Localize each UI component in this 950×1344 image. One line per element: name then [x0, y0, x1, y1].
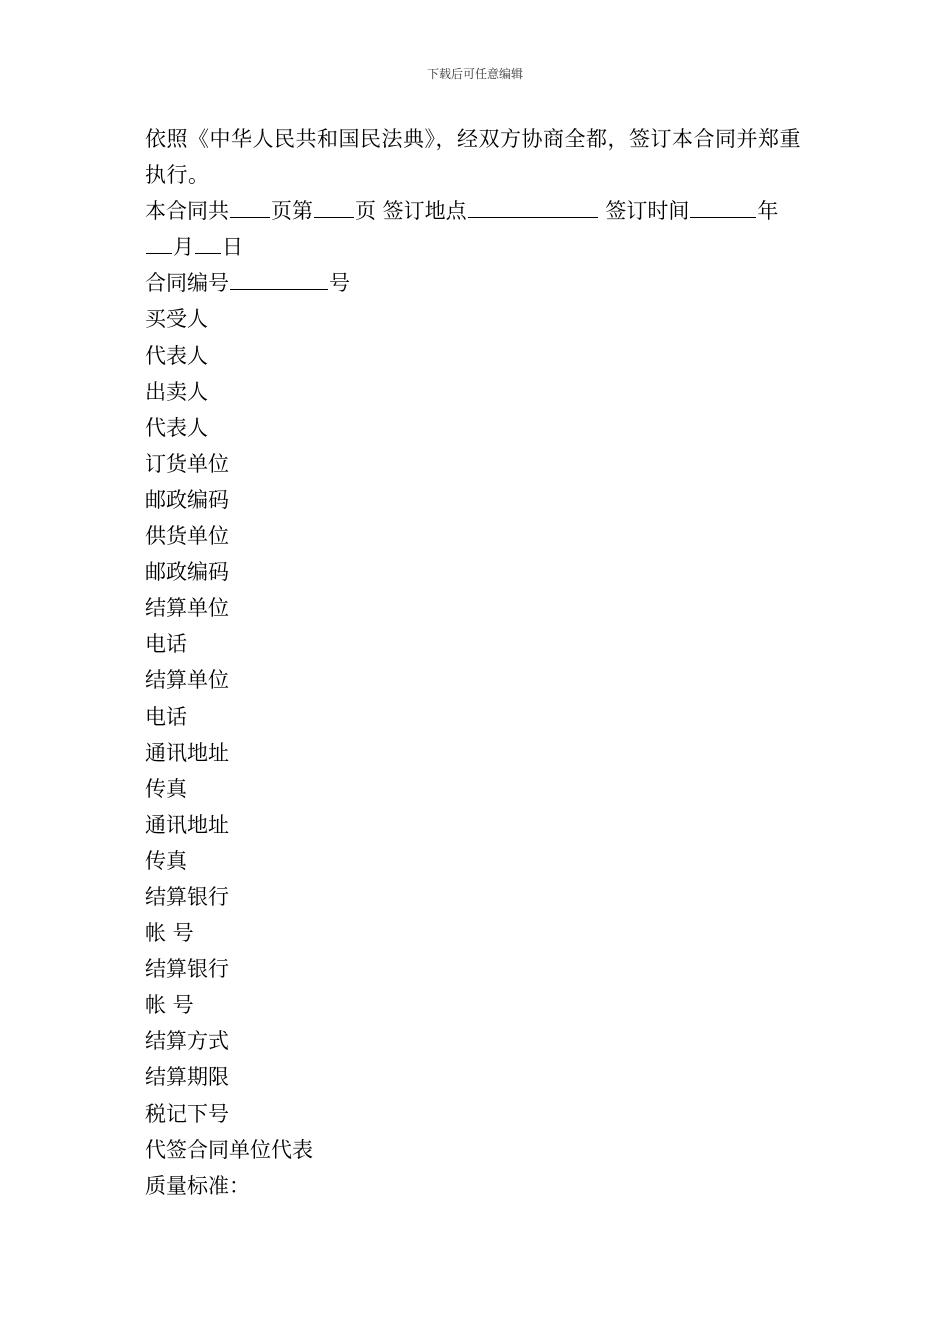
intro-paragraph: 依照《中华人民共和国民法典》，经双方协商全都，签订本合同并郑重执行。 — [145, 127, 801, 188]
field-mailing-address: 通讯地址 — [145, 740, 229, 765]
field-phone: 电话 — [145, 704, 187, 729]
sign-text-4: 签订时间 — [598, 199, 690, 224]
field-settlement-method: 结算方式 — [145, 1029, 229, 1054]
field-fax: 传真 — [145, 848, 187, 873]
contract-number-suffix: 号 — [329, 271, 350, 296]
total-pages-blank[interactable] — [230, 197, 270, 218]
field-agent-representative: 代签合同单位代表 — [145, 1137, 313, 1162]
page-header: 下载后可任意编辑 — [426, 67, 523, 81]
contract-number-line — [145, 265, 810, 301]
signing-month-blank[interactable] — [146, 233, 172, 254]
field-supplying-unit: 供货单位 — [145, 524, 229, 549]
sign-text-2: 页第 — [271, 199, 313, 224]
field-ordering-unit: 订货单位 — [145, 451, 229, 476]
field-settlement-bank: 结算银行 — [145, 884, 229, 909]
field-seller-representative: 代表人 — [145, 415, 208, 440]
document-body — [145, 121, 810, 1204]
field-account-number: 帐 号 — [145, 921, 194, 946]
field-seller: 出卖人 — [145, 379, 208, 404]
field-postal-code: 邮政编码 — [145, 487, 229, 512]
signing-day-blank[interactable] — [195, 233, 221, 254]
field-tax-number: 税记下号 — [145, 1101, 229, 1126]
signing-place-blank[interactable] — [468, 197, 598, 218]
field-postal-code: 邮政编码 — [145, 560, 229, 585]
sign-text-7: 日 — [222, 235, 243, 260]
field-settlement-bank: 结算银行 — [145, 957, 229, 982]
sign-text-6: 月 — [173, 235, 194, 260]
signing-year-blank[interactable] — [690, 197, 756, 218]
field-buyer: 买受人 — [145, 307, 208, 332]
sign-text-5: 年 — [757, 199, 779, 224]
field-settlement-unit: 结算单位 — [145, 668, 229, 693]
field-fax: 传真 — [145, 776, 187, 801]
field-settlement-period: 结算期限 — [145, 1065, 229, 1090]
field-account-number: 帐 号 — [145, 993, 194, 1018]
field-phone: 电话 — [145, 632, 187, 657]
sign-text-3: 页 签订地点 — [355, 199, 467, 224]
sign-text-1: 本合同共 — [145, 199, 229, 224]
field-settlement-unit: 结算单位 — [145, 596, 229, 621]
field-quality-standard: 质量标准： — [145, 1173, 250, 1198]
field-mailing-address: 通讯地址 — [145, 812, 229, 837]
contract-number-blank[interactable] — [230, 269, 328, 290]
field-buyer-representative: 代表人 — [145, 343, 208, 368]
page-number-blank[interactable] — [314, 197, 354, 218]
contract-number-label: 合同编号 — [145, 271, 229, 296]
signing-info-line — [145, 193, 810, 265]
